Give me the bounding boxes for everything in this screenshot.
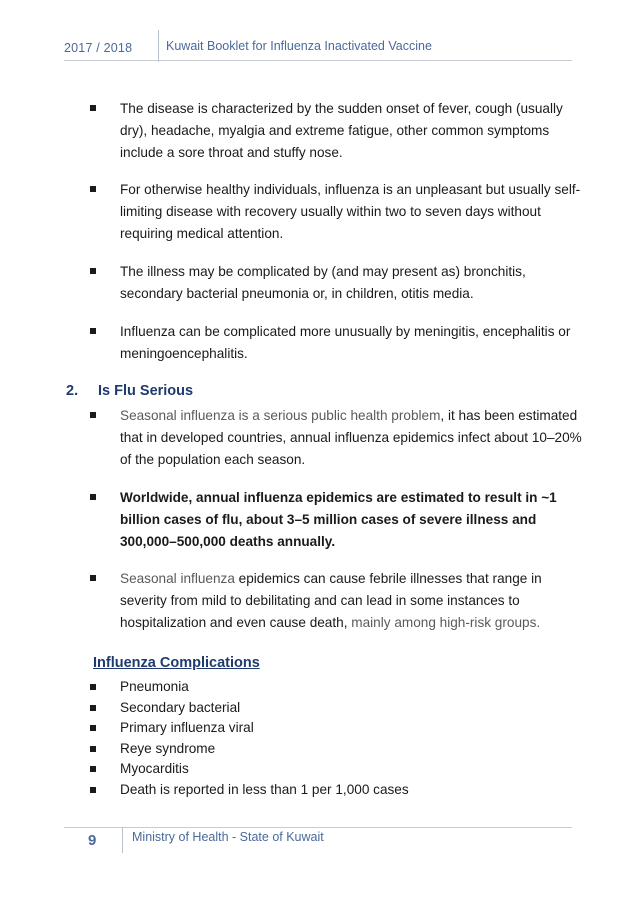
- square-bullet-icon: [90, 725, 96, 731]
- section-heading: [66, 383, 193, 399]
- header-title: Kuwait Booklet for Influenza Inactivated Vaccine: [166, 39, 432, 53]
- header-rule: [64, 60, 572, 61]
- list-item: [90, 677, 570, 698]
- list-item: [90, 759, 570, 780]
- bullet-text: Influenza can be complicated more unusually by meningitis, encephalitis or meningoencephalitis.: [120, 324, 571, 361]
- list-item: [90, 698, 570, 719]
- square-bullet-icon: [90, 787, 96, 793]
- bullet-text-muted: mainly among high-risk groups.: [351, 615, 541, 630]
- bullet-item: [90, 179, 582, 245]
- square-bullet-icon: [90, 412, 96, 418]
- bullet-item: [90, 98, 582, 164]
- list-item-text: Pneumonia: [120, 679, 189, 694]
- bullet-text: The disease is characterized by the sudden onset of fever, cough (usually dry), headache, myalgia and extreme fatigue, other common symptoms include a sore throat and stuffy nose.: [120, 101, 563, 160]
- list-item-text: Reye syndrome: [120, 740, 216, 756]
- footer-divider: [122, 827, 123, 853]
- bullet-text: The illness may be complicated by (and may present as) bronchitis, secondary bacterial pneumonia or, in children, otitis media.: [120, 264, 526, 301]
- list-item-text: Death is reported in less than 1 per 1,000 cases: [120, 781, 409, 797]
- square-bullet-icon: [90, 746, 96, 752]
- header-year: 2017 / 2018: [64, 41, 133, 55]
- square-bullet-icon: [90, 494, 96, 500]
- bullet-text: [120, 568, 582, 634]
- bullet-item: [90, 568, 582, 634]
- section-title: Is Flu Serious: [98, 383, 194, 399]
- square-bullet-icon: [90, 705, 96, 711]
- bullet-text: For otherwise healthy individuals, influenza is an unpleasant but usually self-limiting disease with recovery usually within two to seven days without requiring medical attention.: [120, 182, 581, 241]
- bullet-text-muted: Seasonal influenza: [120, 571, 235, 586]
- bullet-item: [90, 321, 582, 365]
- square-bullet-icon: [90, 186, 96, 192]
- bullet-text-rest: , it has been estimated that in developed countries, annual influenza epidemics infect about 10–20% of the population each season.: [120, 408, 582, 467]
- list-item-text: Primary influenza viral: [120, 720, 254, 735]
- page-number: 9: [88, 832, 97, 849]
- bullet-text-bold: Worldwide, annual influenza epidemics are estimated to result in ~1 billion cases of flu, about 3–5 million cases of severe illness and 300,000–500,000 deaths annually.: [120, 490, 557, 549]
- bullet-text: [120, 405, 582, 471]
- complications-list: [90, 677, 570, 800]
- list-item: [90, 780, 570, 801]
- footer-rule: [64, 827, 572, 828]
- square-bullet-icon: [90, 684, 96, 690]
- square-bullet-icon: [90, 268, 96, 274]
- square-bullet-icon: [90, 105, 96, 111]
- bullet-text-muted: Seasonal influenza is a serious public health problem: [120, 408, 441, 423]
- bullet-text-middle: epidemics can cause febrile illnesses that range in severity from mild to debilitating and can lead in some instances to hospitalization and even cause death,: [120, 571, 542, 630]
- square-bullet-icon: [90, 766, 96, 772]
- list-item-text: Myocarditis: [120, 761, 189, 776]
- complications-heading: Influenza Complications: [93, 655, 260, 671]
- square-bullet-icon: [90, 575, 96, 581]
- header-divider: [158, 30, 159, 62]
- bullet-item: [90, 261, 582, 305]
- bullet-item: [90, 405, 582, 471]
- bullet-item: [90, 487, 582, 553]
- section-number: 2.: [66, 383, 79, 399]
- footer-text: Ministry of Health - State of Kuwait: [132, 830, 324, 844]
- list-item: [90, 739, 570, 760]
- square-bullet-icon: [90, 328, 96, 334]
- list-item-text: Secondary bacterial: [120, 699, 241, 715]
- list-item: [90, 718, 570, 739]
